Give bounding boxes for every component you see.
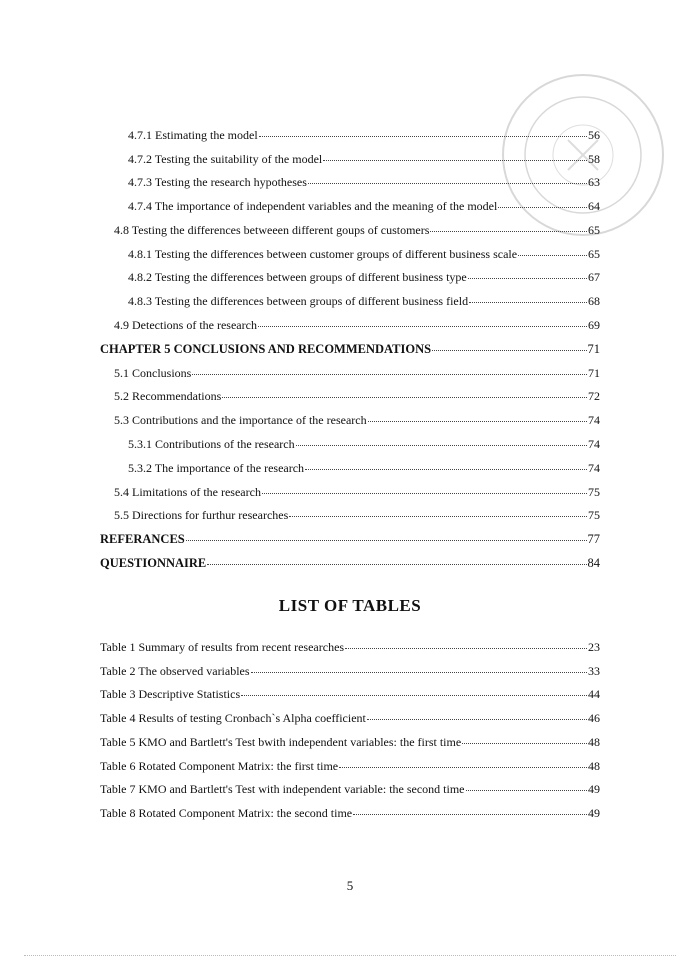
toc-entry-title: 5.3.1 Contributions of the research xyxy=(128,437,295,451)
toc-entry-page: 71 xyxy=(587,342,600,356)
toc-entry-title: 4.8.1 Testing the differences between customer groups of different business scale xyxy=(128,247,518,261)
toc-entry[interactable] xyxy=(114,411,600,429)
toc-entry[interactable] xyxy=(128,459,600,477)
dot-leader xyxy=(353,802,587,815)
toc-entry-page: 63 xyxy=(588,175,600,189)
toc-entry-title: 4.7.1 Estimating the model xyxy=(128,128,258,142)
dot-leader xyxy=(296,433,587,446)
dot-leader xyxy=(222,385,587,398)
toc-entry[interactable] xyxy=(114,387,600,405)
toc-entry[interactable] xyxy=(128,268,600,286)
toc-entry[interactable] xyxy=(128,150,600,168)
toc-entry-page: 75 xyxy=(588,508,600,522)
dot-leader xyxy=(466,778,588,791)
toc-entry[interactable] xyxy=(128,292,600,310)
table-entry-page: 49 xyxy=(588,806,600,820)
toc-entry-title: CHAPTER 5 CONCLUSIONS AND RECOMMENDATIONS xyxy=(100,342,432,356)
table-entry-title: Table 7 KMO and Bartlett's Test with independent variable: the second time xyxy=(100,782,465,796)
table-entry-title: Table 4 Results of testing Cronbach`s Alpha coefficient xyxy=(100,711,366,725)
table-entry-title: Table 6 Rotated Component Matrix: the first time xyxy=(100,759,339,773)
dot-leader xyxy=(368,409,587,422)
toc-entry[interactable] xyxy=(128,126,600,144)
table-entry[interactable] xyxy=(100,757,600,775)
toc-entry-title: 5.5 Directions for furthur researches xyxy=(114,508,289,522)
toc-entry-title: QUESTIONNAIRE xyxy=(100,556,207,570)
page-number: 5 xyxy=(346,878,354,893)
table-entry-title: Table 8 Rotated Component Matrix: the second time xyxy=(100,806,353,820)
dot-leader xyxy=(323,148,587,161)
table-entry-title: Table 3 Descriptive Statistics xyxy=(100,687,241,701)
dot-leader xyxy=(192,362,587,375)
page-bottom-rule xyxy=(24,955,676,956)
toc-entry-title: 5.4 Limitations of the research xyxy=(114,485,261,499)
toc-entry[interactable] xyxy=(128,197,600,215)
dot-leader xyxy=(498,195,587,208)
table-entry-title: Table 5 KMO and Bartlett's Test bwith independent variables: the first time xyxy=(100,735,462,749)
dot-leader xyxy=(339,755,587,768)
toc-entry-page: 75 xyxy=(588,485,600,499)
dot-leader xyxy=(468,266,587,279)
table-entry-page: 23 xyxy=(588,640,600,654)
toc-entry[interactable] xyxy=(128,245,600,263)
table-entry[interactable] xyxy=(100,780,600,798)
table-entry[interactable] xyxy=(100,804,600,822)
toc-entry-page: 67 xyxy=(588,270,600,284)
list-of-tables-heading: LIST OF TABLES xyxy=(278,596,422,615)
toc-entry-page: 74 xyxy=(588,461,600,475)
dot-leader xyxy=(289,504,587,517)
dot-leader xyxy=(207,552,586,565)
table-entry[interactable] xyxy=(100,638,600,656)
dot-leader xyxy=(259,124,587,137)
toc-entry-title: 5.3.2 The importance of the research xyxy=(128,461,305,475)
toc-entry-page: 64 xyxy=(588,199,600,213)
toc-entry-page: 74 xyxy=(588,413,600,427)
table-entry-page: 48 xyxy=(588,759,600,773)
toc-entry-page: 65 xyxy=(588,223,600,237)
toc-chapter[interactable] xyxy=(100,554,600,572)
dot-leader xyxy=(305,457,587,470)
table-entry[interactable] xyxy=(100,709,600,727)
dot-leader xyxy=(186,528,587,541)
toc-entry-page: 68 xyxy=(588,294,600,308)
toc-entry-title: 5.3 Contributions and the importance of the research xyxy=(114,413,367,427)
dot-leader xyxy=(518,243,587,256)
table-entry[interactable] xyxy=(100,662,600,680)
toc-chapter[interactable] xyxy=(100,340,600,358)
table-entry-page: 48 xyxy=(588,735,600,749)
toc-entry-page: 65 xyxy=(588,247,600,261)
dot-leader xyxy=(241,683,587,696)
toc-entry-title: 5.1 Conclusions xyxy=(114,366,192,380)
toc-entry[interactable] xyxy=(114,316,600,334)
dot-leader xyxy=(462,731,587,744)
toc-entry-page: 72 xyxy=(588,389,600,403)
table-entry-page: 46 xyxy=(588,711,600,725)
toc-entry-page: 58 xyxy=(588,152,600,166)
toc-entry[interactable] xyxy=(114,221,600,239)
toc-entry-title: 4.7.2 Testing the suitability of the model xyxy=(128,152,323,166)
table-entry-page: 49 xyxy=(588,782,600,796)
dot-leader xyxy=(251,660,587,673)
dot-leader xyxy=(430,219,587,232)
toc-entry-title: 4.7.4 The importance of independent variables and the meaning of the model xyxy=(128,199,498,213)
dot-leader xyxy=(308,171,587,184)
dot-leader xyxy=(367,707,587,720)
dot-leader xyxy=(262,481,587,494)
toc-entry[interactable] xyxy=(128,173,600,191)
toc-entry[interactable] xyxy=(128,435,600,453)
toc-chapter[interactable] xyxy=(100,530,600,548)
table-entry[interactable] xyxy=(100,733,600,751)
toc-entry-title: 4.8.3 Testing the differences between groups of different business field xyxy=(128,294,469,308)
toc-entry-title: 5.2 Recommendations xyxy=(114,389,222,403)
toc-entry-title: 4.9 Detections of the research xyxy=(114,318,257,332)
table-entry-title: Table 2 The observed variables xyxy=(100,664,250,678)
toc-entry-title: 4.8.2 Testing the differences between groups of different business type xyxy=(128,270,467,284)
toc-entry-page: 71 xyxy=(588,366,600,380)
toc-entry-title: REFERANCES xyxy=(100,532,185,546)
dot-leader xyxy=(345,636,587,649)
table-entry-title: Table 1 Summary of results from recent researches xyxy=(100,640,345,654)
toc-entry-title: 4.8 Testing the differences betweeen different goups of customers xyxy=(114,223,430,237)
table-entry-page: 33 xyxy=(588,664,600,678)
dot-leader xyxy=(432,338,586,351)
toc-entry-page: 56 xyxy=(588,128,600,142)
table-entry[interactable] xyxy=(100,685,600,703)
toc-entry-title: 4.7.3 Testing the research hypotheses xyxy=(128,175,307,189)
toc-entry[interactable] xyxy=(114,506,600,524)
toc-entry-page: 84 xyxy=(587,556,600,570)
toc-entry-page: 77 xyxy=(587,532,600,546)
table-entry-page: 44 xyxy=(588,687,600,701)
toc-entry[interactable] xyxy=(114,483,600,501)
toc-entry-page: 74 xyxy=(588,437,600,451)
toc-entry[interactable] xyxy=(114,364,600,382)
dot-leader xyxy=(469,290,587,303)
dot-leader xyxy=(258,314,587,327)
toc-entry-page: 69 xyxy=(588,318,600,332)
